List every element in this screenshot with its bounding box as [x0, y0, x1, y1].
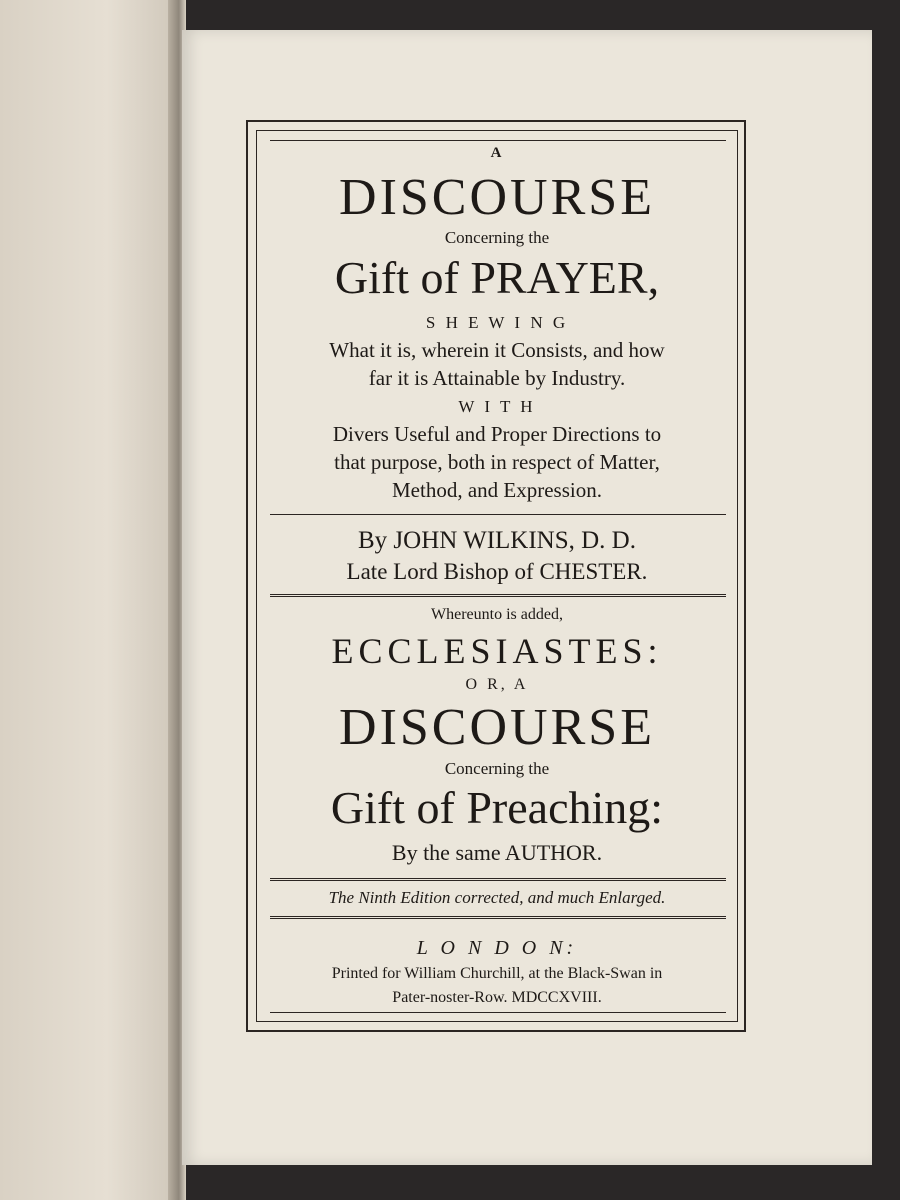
- rule-3: [270, 594, 726, 597]
- subject-title-2: Gift of Preaching:: [330, 782, 664, 833]
- description-line-5: Method, and Expression.: [392, 478, 602, 502]
- description-line-4: that purpose, both in respect of Matter,: [334, 450, 660, 474]
- description-line-3: Divers Useful and Proper Directions to: [332, 422, 662, 446]
- concerning-line-2: Concerning the: [444, 759, 550, 778]
- rule-5: [270, 916, 726, 919]
- imprint-line-1: Printed for William Churchill, at the Black-Swan in: [331, 965, 663, 982]
- description-line-2: far it is Attainable by Industry.: [368, 366, 626, 390]
- by-same-author: By the same AUTHOR.: [391, 840, 603, 865]
- shewing-line: S H E W I N G: [425, 313, 569, 332]
- or-a-line: O R, A: [465, 676, 529, 693]
- left-page: [0, 0, 178, 1200]
- second-title: ECCLESIASTES:: [331, 631, 663, 671]
- main-title: DISCOURSE: [339, 169, 655, 226]
- imprint-line-2: Pater-noster-Row. MDCCXVIII.: [392, 989, 602, 1006]
- author-title: Late Lord Bishop of CHESTER.: [346, 559, 648, 584]
- whereunto-line: Whereunto is added,: [431, 606, 563, 623]
- second-discourse: DISCOURSE: [339, 699, 655, 756]
- edition-line: The Ninth Edition corrected, and much Enlarged.: [328, 888, 666, 907]
- rule-4: [270, 878, 726, 881]
- subject-title-1: Gift of PRAYER,: [334, 252, 660, 303]
- top-rule: [270, 140, 726, 141]
- city-line: L O N D O N:: [416, 937, 578, 959]
- author-line: By JOHN WILKINS, D. D.: [357, 527, 636, 554]
- bottom-rule: [270, 1012, 726, 1013]
- description-line-1: What it is, wherein it Consists, and how: [329, 338, 665, 362]
- rule-2: [270, 514, 726, 515]
- with-line: W I T H: [458, 397, 536, 416]
- article-a: A: [490, 145, 504, 161]
- concerning-line-1: Concerning the: [444, 228, 550, 247]
